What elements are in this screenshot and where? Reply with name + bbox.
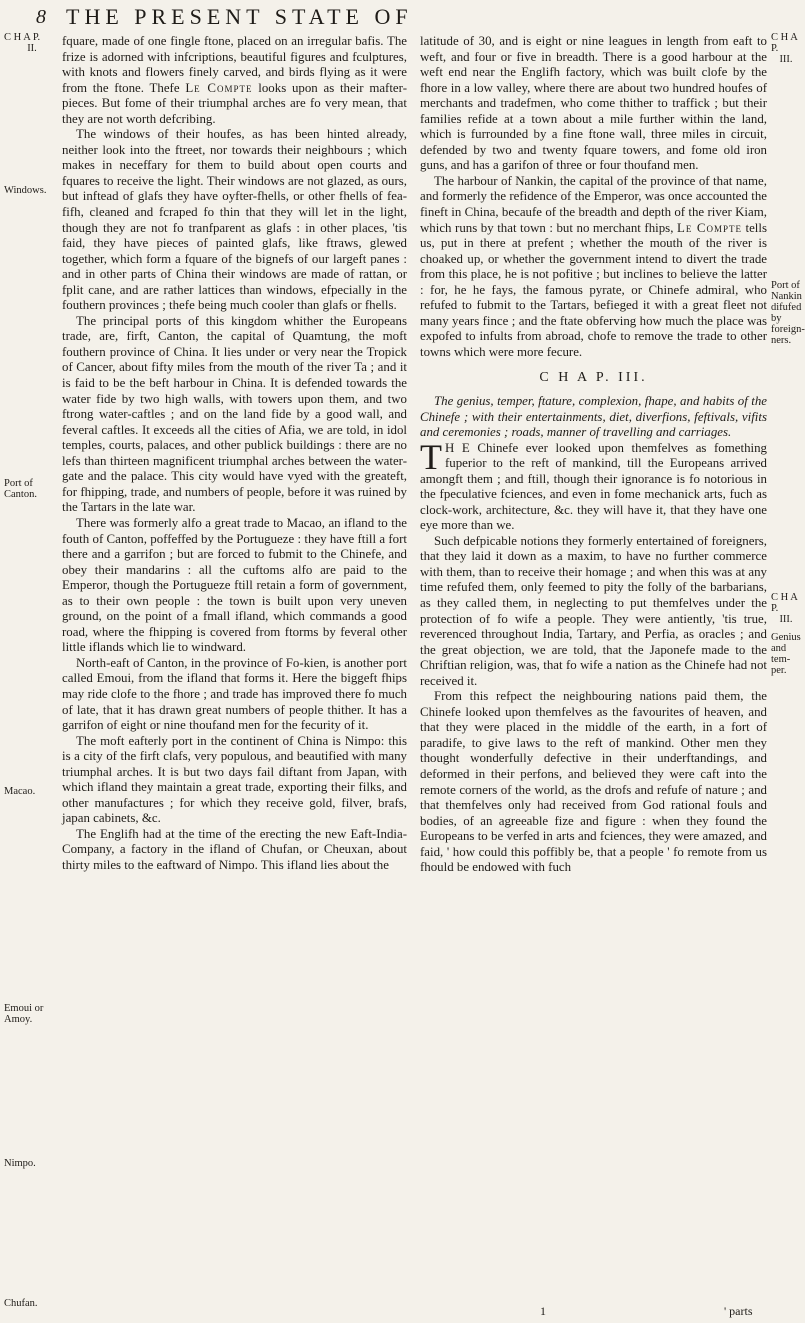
paragraph: The moft eafterly port in the continent of China is Nimpo: this is a city of the firft clafs, very populous, and beautified with many triumphal arches. It is but two days fail diftant from Japan, with which ifland they maintain a great trade, exporting their filks, and other manufactures ; for which they receive gold, filver, brafs, japan cabinets, &c.	[62, 733, 407, 826]
paragraph: There was formerly alfo a great trade to Macao, an ifland to the fouth of Canton, poffeffed by the Portugueze : they have ftill a fort there and a garrifon ; but are forced to fubmit to the Chinefe, and obey their mandarins : all the cuftoms alfo are paid to the Emperor, though the Portugueze ftill retain a form of government, as to their own people : the town is built upon very uneven ground, on the point of a fmall ifland, which commands a good road, where the fhipping is covered from ftorms by feveral other little iflands which lie to windward.	[62, 515, 407, 655]
paragraph: fquare, made of one fingle ftone, placed on an irregular bafis. The frize is adorned with infcriptions, beautiful figures and fculptures, with knots and flowers finely carved, and birds flying as it were from the ftone. Thefe Le Compte looks upon as their mafter-pieces. But fome of their triumphal arches are fo very mean, that they are not worth defcribing.	[62, 34, 407, 126]
margin-emoui-amoy: Emoui or Amoy.	[4, 1003, 44, 1025]
chapter-heading: C H A P. III.	[539, 370, 648, 386]
margin-nimpo: Nimpo.	[4, 1158, 36, 1169]
margin-chap-right: C H A P. III.	[771, 32, 798, 65]
signature-mark: 1	[540, 1304, 546, 1318]
running-title: THE PRESENT STATE OF	[66, 4, 413, 29]
margin-port-of-canton: Port of Canton.	[4, 478, 37, 500]
right-column	[420, 34, 767, 1302]
paragraph: The harbour of Nankin, the capital of the province of that name, and formerly the refidence of the Emperor, was once accounted the fineft in China, becaufe of the breadth and depth of the river Kiam, which runs by that town : but no merchant fhips, Le Compte tells us, put in there at prefent ; whether the mouth of the river is choaked up, or whether the government intend to divert the trade from this place, he is not pofitive ; but inclines to believe the latter : for, he he fays, the famous pyrate, or Chinefe admiral, who refufed to fubmit to the Tartars, befieged it with a great fleet not many years fince ; and the ftate obferving how much the place was expofed to infults from abroad, chofe to remove the trade to other towns which were more fecure.	[420, 173, 767, 359]
paragraph: Such defpicable notions they formerly entertained of foreigners, that they laid it down as a maxim, to have no further commerce with them, than to receive their homage ; and when this was at any time refufed them, only feemed to pity the folly of the barbarians, as they called them, in neglecting to put themfelves under the protection of fo wife a people. They were antiently, 'tis true, reverenced throughout India, Tartary, and Perfia, as oracles ; and the great objection, we are told, that the Japonefe made to the Chriftian religion, was, that fo wife a nation as the Chinefe had not received it.	[420, 533, 767, 688]
margin-genius: Genius and tem- per.	[771, 632, 801, 676]
paragraph: The Englifh had at the time of the erecting the new Eaft-India-Company, a factory in the ifland of Chufan, or Cheuxan, about thirty miles to the eaftward of Nimpo. This ifland lies about the	[62, 826, 407, 872]
paragraph: North-eaft of Canton, in the province of Fo-kien, is another port called Emoui, from the ifland that forms it. Here the biggeft fhips may ride clofe to the fhore ; and trade has improved there fo much of late, that it has drawn great numbers of people thither. It has a garrifon of eight or nine thoufand men for the fecurity of it.	[62, 655, 407, 733]
margin-chap-label: C H A P. II.	[4, 32, 41, 54]
paragraph: The principal ports of this kingdom whither the Europeans trade, are, firft, Canton, the capital of Quamtung, the moft fouthern province of China. It lies under or very near the Tropick of Cancer, about fifty miles from the mouth of the river Ta ; and it is faid to be the beft harbour in China. It is defended towards the water fide by two high walls, with towers upon them, and two ftrong water-caftles ; and on the land fide by a good wall, and feveral caftles. It exceeds all the cities of Afia, we are told, in idol temples, courts, palaces, and other publick buildings : there are no lefs than thirteen magnificent triumphal arches between the water-gate and the palace. This city would have vyed with the greateft, for fhipping, trade, and numbers of people, before it was ruined by the Tartars in the late war.	[62, 313, 407, 515]
margin-macao: Macao.	[4, 786, 36, 797]
paragraph: The windows of their houfes, as has been hinted already, neither look into the ftreet, nor towards their neighbours ; which makes in neceffary for them to build about open courts and fquares to receive the light. Their windows are not glazed, as ours, but inftead of glafs they have oyfter-fhells, or other fhells of fea-fifh, cleaned and fcraped fo thin that they will let in the light, though they are not fo tranfparent as glafs : in other places, 'tis faid, they have pieces of painted glafs, like ftraws, glewed together, which form a fquare of the bignefs of our largeft panes : and in other parts of China their windows are made of rattan, or fplit cane, and are rather lattices than windows, efpecially in the fouthern provinces ; thefe being much cooler than glafs or fhells.	[62, 127, 407, 313]
page-number: 8	[36, 6, 46, 28]
margin-windows: Windows.	[4, 185, 47, 196]
margin-chufan: Chufan.	[4, 1298, 38, 1309]
catchword: ' parts	[724, 1304, 753, 1318]
paragraph: T H E Chinefe ever looked upon themfelves as fomething fuperior to the reft of mankind, till the Europeans arrived amongft them ; and ftill, though their ignorance is fo notorious in the fpeculative fciences, and even in fome mechanick arts, fuch as clock-work, architecture, &c. they will have it, that they have one eye more than we.	[420, 436, 767, 533]
left-column	[62, 34, 407, 1319]
paragraph: latitude of 30, and is eight or nine leagues in length from eaft to weft, and four or five in breadth. There is a good harbour at the weft end near the Englifh factory, which was built clofe by the fhore in a low valley, where there are about two hundred houfes of merchants and tradefmen, who come thither to traffick ; but their families refide at a town about a mile further within the land, which is furrounded by a fine ftone wall, three miles in circuit, defended by two and twenty fquare towers, and fome old iron guns, and has a garifon of three or four thoufand men.	[420, 34, 767, 173]
paragraph: From this refpect the neighbouring nations paid them, the Chinefe looked upon themfelves as the favourites of heaven, and that they were placed in the middle of the earth, in a fort of paradife, to give laws to the reft of mankind. Other men they thought wonderfully defective in their underftandings, and deformed in their perfons, and believed they were caft into the remote corners of the world, as the drofs and refufe of nature ; and that themfelves only had received from God rational fouls and bodies, of an agreeable fize and figure : when they found the Europeans to be verfed in arts and fciences, they were amazed, and faid, ' how could this poffibly be, that a people ' fo remote from us fhould be endowed with fuch	[420, 689, 767, 875]
margin-port-nankin: Port of Nankin difufed by foreign- ners.	[771, 280, 805, 346]
chapter-summary: The genius, temper, ftature, complexion, fhape, and habits of the Chinefe ; with their entertainments, diet, diverfions, feftivals, vifits and ceremonies ; roads, manner of travelling and carriages.	[420, 394, 767, 440]
margin-chap-right-2: C H A P. III.	[771, 592, 798, 625]
drop-cap: T	[420, 436, 442, 477]
